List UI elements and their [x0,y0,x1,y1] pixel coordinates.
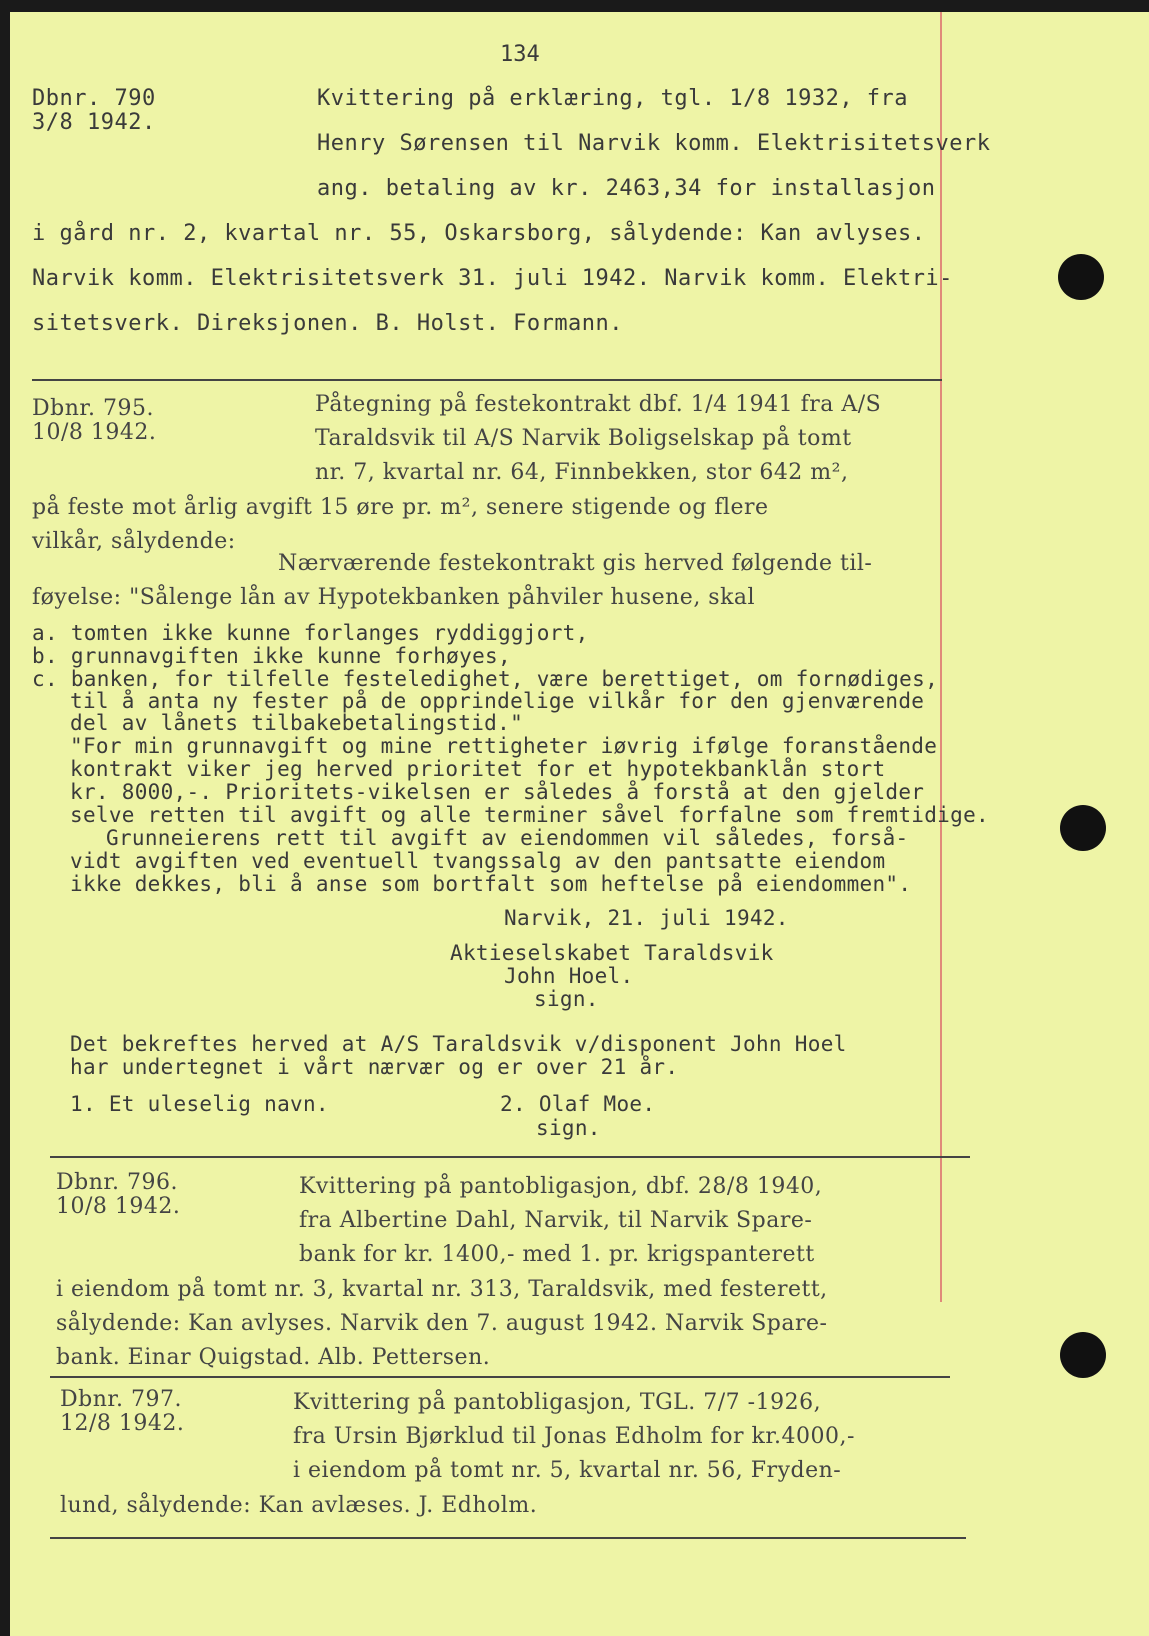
entry-797-line: fra Ursin Bjørklud til Jonas Edholm for kr.4000,- [293,1424,855,1449]
entry-795-line: kr. 8000,-. Prioritets-vikelsen er således å forstå at den gjelder [70,780,925,804]
entry-790-date: 3/8 1942. [32,110,156,135]
entry-795-line: selve retten til avgift og alle terminer såvel forfalne som fremtidige. [70,803,989,827]
entry-790-dbnr: Dbnr. 790 [32,86,156,111]
entry-796-line: sålydende: Kan avlyses. Narvik den 7. august 1942. Narvik Spare- [56,1311,828,1336]
punch-hole-bottom [1060,1332,1106,1378]
entry-796-line: bank for kr. 1400,- med 1. pr. krigspanterett [299,1242,815,1267]
entry-795-line: Grunneierens rett til avgift av eiendommen vil således, forså- [106,826,909,850]
entry-790-line: Narvik komm. Elektrisitetsverk 31. juli 1942. Narvik komm. Elektri- [32,266,953,291]
entry-795-line: c. banken, for tilfelle festeledighet, være berettiget, om fornødiges, [32,667,939,691]
entry-795-line: "For min grunnavgift og mine rettigheter iøvrig ifølge foranstående [70,734,938,758]
page-number: 134 [500,42,540,67]
entry-795-witness-sign: sign. [536,1116,601,1140]
entry-795-line: vidt avgiften ved eventuell tvangssalg av den pantsatte eiendom [70,849,886,873]
entry-795-line: Taraldsvik til A/S Narvik Boligselskap på tomt [315,426,852,451]
punch-hole-top [1058,254,1104,300]
entry-795-date: 10/8 1942. [32,420,157,445]
entry-795-place-date: Narvik, 21. juli 1942. [504,906,789,930]
entry-796-line: fra Albertine Dahl, Narvik, til Narvik Spare- [299,1208,813,1233]
entry-797-line: lund, sålydende: Kan avlæses. J. Edholm. [60,1493,538,1518]
entry-790-line: sitetsverk. Direksjonen. B. Holst. Formann. [32,311,624,336]
divider [50,1537,966,1539]
entry-795-line: føyelse: "Sålenge lån av Hypotekbanken påhviler husene, skal [32,585,756,610]
entry-796-line: Kvittering på pantobligasjon, dbf. 28/8 1940, [299,1174,823,1199]
entry-797-line: i eiendom på tomt nr. 5, kvartal nr. 56, Fryden- [293,1458,842,1483]
entry-796-line: i eiendom på tomt nr. 3, kvartal nr. 313, Taraldsvik, med festerett, [56,1277,828,1302]
entry-796-date: 10/8 1942. [56,1194,181,1219]
entry-795-company: Aktieselskabet Taraldsvik [450,941,774,965]
entry-795-witness-2: 2. Olaf Moe. [500,1092,656,1116]
entry-795-line: Nærværende festekontrakt gis herved følgende til- [278,551,873,576]
entry-795-line: b. grunnavgiften ikke kunne forhøyes, [32,644,511,668]
entry-795-line: har undertegnet i vårt nærvær og er over 21 år. [70,1055,679,1079]
entry-796-line: bank. Einar Quigstad. Alb. Pettersen. [56,1345,491,1370]
entry-790-line: Henry Sørensen til Narvik komm. Elektrisitetsverk [317,131,991,156]
entry-795-witness-1: 1. Et uleselig navn. [70,1092,329,1116]
entry-795-signer: John Hoel. [504,964,634,988]
entry-795-line: Påtegning på festekontrakt dbf. 1/4 1941 fra A/S [315,392,882,417]
entry-795-sign: sign. [534,987,599,1011]
entry-795-line: på feste mot årlig avgift 15 øre pr. m², senere stigende og flere [32,495,769,520]
ledger-page [10,12,1149,1636]
entry-795-line: del av lånets tilbakebetalingstid." [70,711,524,735]
entry-795-line: a. tomten ikke kunne forlanges ryddiggjort, [32,621,589,645]
entry-795-line: Det bekreftes herved at A/S Taraldsvik v/disponent John Hoel [70,1032,847,1056]
entry-795-line: kontrakt viker jeg herved prioritet for et hypotekbanklån stort [70,757,886,781]
entry-795-line: til å anta ny fester på de opprindelige vilkår for den gjenværende [70,689,925,713]
entry-796-dbnr: Dbnr. 796. [56,1170,178,1195]
entry-795-line: nr. 7, kvartal nr. 64, Finnbekken, stor 642 m², [315,460,849,485]
divider [50,1156,970,1158]
divider [50,1376,950,1378]
entry-790-line: Kvittering på erklæring, tgl. 1/8 1932, fra [317,86,909,111]
entry-797-date: 12/8 1942. [60,1411,185,1436]
entry-797-dbnr: Dbnr. 797. [60,1387,182,1412]
entry-795-dbnr: Dbnr. 795. [32,396,154,421]
entry-790-line: ang. betaling av kr. 2463,34 for installasjon [317,176,936,201]
entry-797-line: Kvittering på pantobligasjon, TGL. 7/7 -1926, [293,1390,822,1415]
entry-790-line: i gård nr. 2, kvartal nr. 55, Oskarsborg, sålydende: Kan avlyses. [32,221,926,246]
divider [32,379,942,381]
punch-hole-middle [1060,805,1106,851]
entry-795-line: vilkår, sålydende: [32,529,236,554]
entry-795-line: ikke dekkes, bli å anse som bortfalt som heftelse på eiendommen". [70,872,912,896]
red-margin-line [940,12,942,1302]
